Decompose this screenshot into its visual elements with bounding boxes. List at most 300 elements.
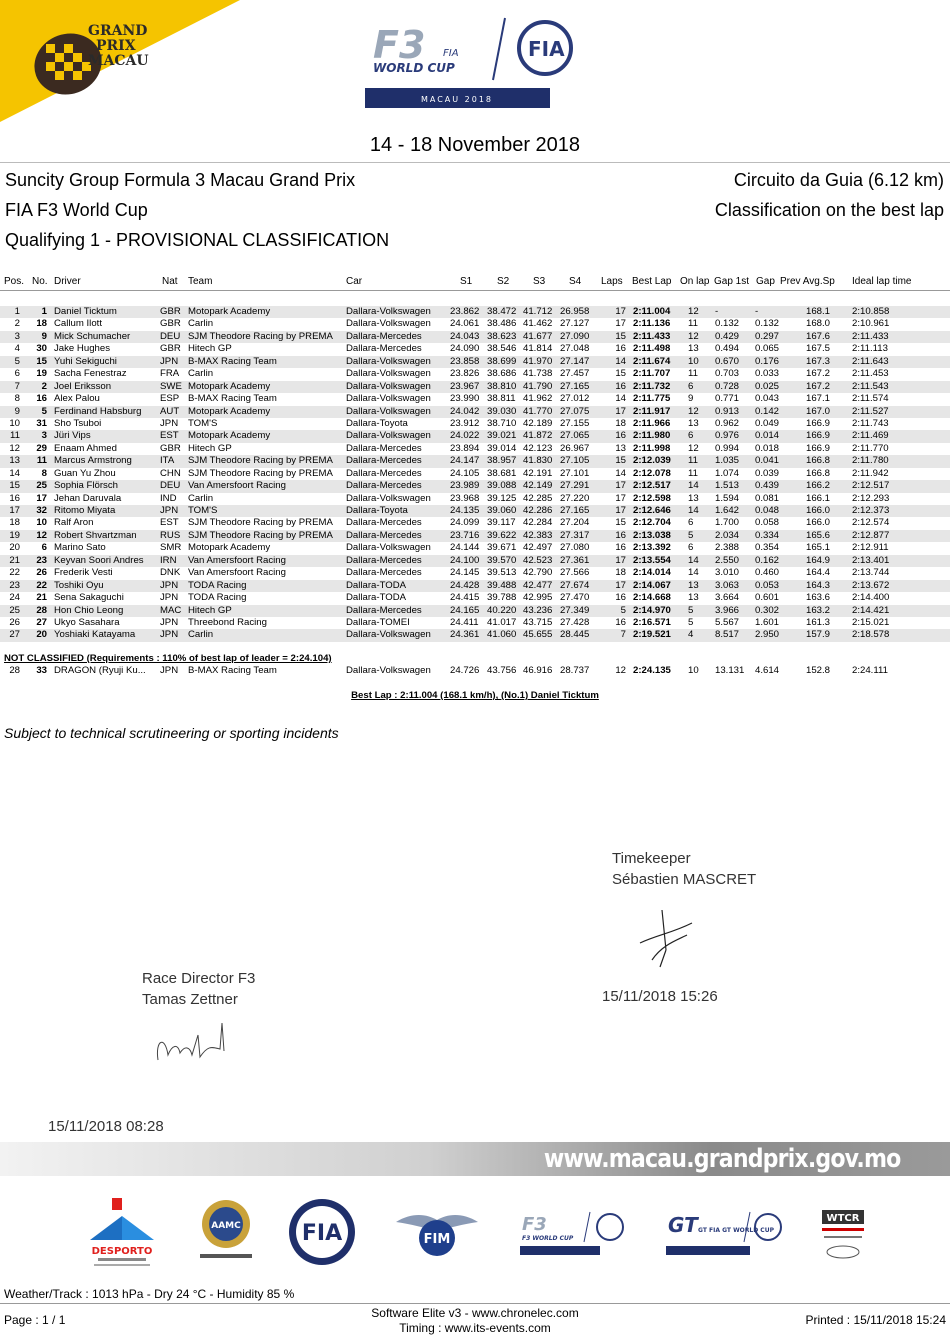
table-row [0, 480, 950, 492]
cell-pos: 4 [14, 343, 20, 355]
timekeeper-role: Timekeeper [612, 850, 691, 867]
cell-gap: 0.334 [755, 529, 780, 541]
cell-gap: 0.049 [755, 417, 780, 429]
cell-driver: Marcus Armstrong [54, 455, 132, 467]
cell-avg-speed: 164.9 [806, 554, 831, 566]
svg-text:DESPORTO: DESPORTO [91, 1246, 153, 1257]
cell-best-lap: 2:19.521 [633, 629, 671, 641]
race-director-block [142, 968, 255, 1010]
cell-best-lap: 2:11.004 [633, 306, 671, 317]
cell-team: Motopark Academy [188, 380, 271, 392]
cell-no: 30 [36, 343, 47, 355]
cell-s4: 27.165 [560, 505, 590, 516]
cell-car: Dallara-Volkswagen [346, 306, 431, 317]
cell-gap: 0.058 [755, 517, 780, 529]
cell-best-lap: 2:11.917 [633, 405, 671, 417]
cell-team: Van Amersfoort Racing [188, 554, 286, 566]
cell-ideal-lap: 2:24.111 [852, 665, 888, 676]
cell-no: 20 [36, 629, 47, 641]
cell-driver: Guan Yu Zhou [54, 467, 116, 479]
cell-avg-speed: 166.8 [806, 467, 831, 479]
desporto-logo [82, 1194, 162, 1274]
cell-s1: 23.990 [450, 393, 480, 405]
cell-best-lap: 2:11.707 [633, 368, 671, 380]
results-table [0, 306, 950, 642]
fia-gt-world-cup-logo [664, 1210, 786, 1256]
cell-on-lap: 5 [688, 616, 694, 628]
cell-team: Motopark Academy [188, 306, 271, 317]
cell-avg-speed: 166.1 [806, 492, 831, 504]
cell-laps: 16 [615, 616, 626, 628]
cell-gap-1st: 5.567 [715, 616, 740, 628]
cell-s2: 39.513 [487, 567, 517, 579]
cell-gap: 0.439 [755, 480, 780, 492]
cell-driver: Enaam Ahmed [54, 442, 117, 454]
cell-gap: 4.614 [755, 665, 780, 676]
cell-s3: 41.712 [523, 306, 553, 317]
cell-pos: 23 [9, 579, 20, 591]
page-number: Page : 1 / 1 [4, 1313, 66, 1327]
cell-driver: Frederik Vesti [54, 567, 113, 579]
cell-gap-1st: 1.594 [715, 492, 740, 504]
cell-avg-speed: 167.6 [806, 330, 831, 342]
cell-on-lap: 6 [688, 542, 694, 554]
cell-s4: 28.445 [560, 629, 590, 641]
cell-nat: DEU [160, 480, 181, 492]
cell-s4: 27.090 [560, 330, 590, 342]
cell-ideal-lap: 2:10.961 [852, 318, 890, 330]
col-pos: Pos. [4, 276, 25, 287]
table-row [0, 318, 950, 330]
cell-s3: 42.497 [523, 542, 553, 554]
cell-s2: 38.957 [487, 455, 517, 467]
cell-best-lap: 2:11.433 [633, 330, 671, 342]
cell-gap: 0.601 [755, 592, 780, 604]
cell-s3: 43.715 [523, 616, 553, 628]
aamc-logo [186, 1198, 266, 1268]
cell-no: 21 [36, 592, 47, 604]
cell-gap-1st: 0.962 [715, 417, 740, 429]
cell-avg-speed: 164.3 [806, 579, 831, 591]
cell-s3: 42.284 [523, 517, 553, 529]
cell-best-lap: 2:13.038 [633, 529, 671, 541]
cell-s1: 24.415 [450, 592, 480, 604]
cell-s2: 39.088 [487, 480, 517, 492]
cell-gap: - [755, 306, 759, 317]
cell-ideal-lap: 2:11.780 [852, 455, 889, 467]
cell-nat: AUT [160, 405, 180, 417]
cell-team: Carlin [188, 629, 214, 641]
cell-on-lap: 12 [688, 405, 699, 417]
cell-laps: 18 [615, 567, 626, 579]
cell-gap-1st: 2.388 [715, 542, 740, 554]
cell-on-lap: 11 [688, 318, 698, 330]
not-classified-heading: NOT CLASSIFIED (Requirements : 110% of best lap of leader = 2:24.104) [4, 653, 332, 664]
cell-best-lap: 2:11.136 [633, 318, 671, 330]
col-avg-speed: Prev Avg.Sp [780, 276, 835, 287]
cell-car: Dallara-Mercedes [346, 529, 422, 541]
col-s4: S4 [569, 276, 582, 287]
cell-ideal-lap: 2:10.858 [852, 306, 890, 317]
cell-s1: 24.726 [450, 665, 480, 676]
cell-no: 15 [36, 355, 47, 367]
svg-text:AAMC: AAMC [211, 1221, 241, 1231]
cell-gap-1st: 0.771 [715, 393, 740, 405]
cell-laps: 17 [615, 306, 626, 317]
table-row [0, 356, 950, 368]
cell-best-lap: 2:12.598 [633, 492, 671, 504]
cell-laps: 17 [615, 480, 626, 492]
cell-team: SJM Theodore Racing by PREMA [188, 455, 333, 467]
cell-no: 28 [36, 604, 47, 616]
cell-laps: 17 [615, 505, 626, 516]
circuit-title: Circuito da Guia (6.12 km) [733, 170, 944, 190]
cell-best-lap: 2:12.078 [633, 467, 671, 479]
fia-logo [286, 1196, 358, 1268]
cell-gap: 0.014 [755, 430, 780, 442]
cell-no: 11 [36, 455, 47, 467]
cell-on-lap: 13 [688, 492, 699, 504]
cell-laps: 16 [615, 430, 626, 442]
cell-avg-speed: 166.0 [806, 517, 831, 529]
table-row [0, 617, 950, 629]
table-row [0, 455, 950, 467]
table-row [0, 406, 950, 418]
cell-gap-1st: 1.035 [715, 455, 740, 467]
cell-best-lap: 2:14.014 [633, 567, 671, 579]
cell-on-lap: 14 [688, 480, 699, 492]
cell-best-lap: 2:12.646 [633, 505, 671, 516]
cell-s4: 27.147 [560, 355, 590, 367]
cell-gap: 1.601 [755, 616, 780, 628]
cell-ideal-lap: 2:13.744 [852, 567, 890, 579]
cell-ideal-lap: 2:11.770 [852, 442, 889, 454]
event-date-range: 14 - 18 November 2018 [369, 134, 581, 156]
cell-s2: 40.220 [487, 604, 517, 616]
cell-gap: 0.065 [755, 343, 780, 355]
cell-nat: CHN [160, 467, 181, 479]
cell-avg-speed: 167.3 [806, 355, 831, 367]
cell-avg-speed: 163.6 [806, 592, 831, 604]
col-car: Car [346, 276, 363, 287]
col-no: No. [32, 276, 48, 287]
cell-s4: 27.220 [560, 492, 590, 504]
cell-on-lap: 13 [688, 579, 699, 591]
cell-team: Hitech GP [188, 604, 232, 616]
cell-s4: 27.165 [560, 380, 590, 392]
cell-gap: 0.081 [755, 492, 780, 504]
cell-s2: 41.017 [487, 616, 517, 628]
cell-gap-1st: 3.010 [715, 567, 740, 579]
wtcr-logo [816, 1206, 876, 1262]
cell-s2: 39.125 [487, 492, 517, 504]
cell-laps: 16 [615, 343, 626, 355]
col-s3: S3 [533, 276, 546, 287]
cell-no: 26 [36, 567, 47, 579]
cell-laps: 17 [615, 492, 626, 504]
table-row [0, 605, 950, 617]
cell-s2: 39.060 [487, 505, 517, 516]
cell-no: 8 [41, 467, 47, 479]
cell-driver: Sacha Fenestraz [54, 368, 127, 380]
cell-on-lap: 11 [688, 467, 698, 479]
cell-laps: 17 [615, 405, 626, 417]
cell-gap: 0.132 [755, 318, 780, 330]
cell-best-lap: 2:11.775 [633, 393, 671, 405]
race-director-datetime: 15/11/2018 08:28 [48, 1118, 164, 1135]
cell-team: Motopark Academy [188, 542, 271, 554]
cell-laps: 15 [615, 330, 626, 342]
cell-s3: 41.814 [523, 343, 553, 355]
cell-team: Motopark Academy [188, 405, 271, 417]
cell-gap-1st: 3.966 [715, 604, 740, 616]
cell-avg-speed: 167.2 [806, 368, 831, 380]
cell-driver: Sho Tsuboi [54, 417, 102, 429]
cell-avg-speed: 164.4 [806, 567, 831, 579]
cell-s1: 24.165 [450, 604, 480, 616]
cell-team: SJM Theodore Racing by PREMA [188, 330, 333, 342]
cell-best-lap: 2:11.980 [633, 430, 671, 442]
cell-ideal-lap: 2:18.578 [852, 629, 890, 641]
cell-no: 6 [41, 542, 47, 554]
cell-avg-speed: 166.0 [806, 505, 831, 516]
cell-nat: JPN [160, 579, 179, 591]
cell-car: Dallara-Volkswagen [346, 629, 431, 641]
cell-on-lap: 4 [688, 629, 694, 641]
svg-text:FIM: FIM [423, 1232, 451, 1247]
cell-car: Dallara-Mercedes [346, 343, 422, 355]
cell-no: 10 [36, 517, 47, 529]
cell-gap: 0.025 [755, 380, 780, 392]
not-classified-row-container [0, 665, 950, 677]
cell-no: 12 [36, 529, 47, 541]
timing-credit: Timing : www.its-events.com [399, 1321, 551, 1335]
cell-s2: 38.546 [487, 343, 517, 355]
race-director-name: Tamas Zettner [142, 991, 238, 1008]
cell-ideal-lap: 2:11.469 [852, 430, 889, 442]
cell-best-lap: 2:14.067 [633, 579, 671, 591]
cell-best-lap: 2:11.998 [633, 442, 671, 454]
cell-avg-speed: 166.9 [806, 417, 831, 429]
cell-car: Dallara-Volkswagen [346, 405, 431, 417]
cell-pos: 24 [9, 592, 20, 604]
cell-s3: 42.189 [523, 417, 553, 429]
cell-pos: 19 [9, 529, 20, 541]
svg-text:FIA: FIA [528, 37, 565, 61]
cell-avg-speed: 168.1 [806, 306, 831, 317]
cell-s2: 38.811 [487, 393, 516, 405]
cell-s1: 24.145 [450, 567, 480, 579]
footer-divider [0, 1303, 950, 1304]
cell-s1: 24.411 [450, 616, 479, 628]
cell-s2: 39.117 [487, 517, 516, 529]
cell-pos: 8 [14, 393, 20, 405]
col-s1: S1 [460, 276, 473, 287]
cell-nat: GBR [160, 306, 181, 317]
cell-nat: JPN [160, 616, 179, 628]
cell-s4: 27.470 [560, 592, 590, 604]
cell-s1: 24.043 [450, 330, 480, 342]
cell-no: 17 [36, 492, 47, 504]
cell-avg-speed: 166.9 [806, 442, 831, 454]
cell-driver: Ukyo Sasahara [54, 616, 120, 628]
cell-s1: 24.100 [450, 554, 480, 566]
cell-driver: Callum Ilott [54, 318, 102, 330]
cell-s4: 27.080 [560, 542, 590, 554]
cell-avg-speed: 152.8 [806, 665, 831, 676]
cell-s4: 27.065 [560, 430, 590, 442]
cell-driver: DRAGON (Ryuji Ku... [54, 665, 146, 676]
cell-pos: 26 [9, 616, 20, 628]
cell-on-lap: 10 [688, 355, 699, 367]
cell-pos: 5 [14, 355, 20, 367]
cell-laps: 17 [615, 579, 626, 591]
cell-s4: 27.101 [560, 467, 590, 479]
col-laps: Laps [601, 276, 623, 287]
cell-s2: 39.030 [487, 405, 517, 417]
cell-team: TOM'S [188, 505, 218, 516]
cell-s2: 38.810 [487, 380, 517, 392]
cell-gap: 0.043 [755, 393, 780, 405]
race-director-signature [150, 1015, 240, 1070]
cell-ideal-lap: 2:13.672 [852, 579, 890, 591]
cell-s3: 45.655 [523, 629, 553, 641]
cell-s4: 27.127 [560, 318, 590, 330]
cell-car: Dallara-Volkswagen [346, 355, 431, 367]
cell-car: Dallara-Volkswagen [346, 542, 431, 554]
cell-gap-1st: 0.132 [715, 318, 740, 330]
cell-car: Dallara-Volkswagen [346, 318, 431, 330]
cell-gap-1st: 3.063 [715, 579, 740, 591]
cell-driver: Jehan Daruvala [54, 492, 122, 504]
cell-s3: 41.962 [523, 393, 553, 405]
cell-best-lap: 2:14.970 [633, 604, 671, 616]
cell-gap-1st: - [715, 306, 719, 317]
cell-car: Dallara-Mercedes [346, 467, 422, 479]
cell-avg-speed: 163.2 [806, 604, 831, 616]
col-on-lap: On lap [680, 276, 710, 287]
cell-s1: 23.716 [450, 529, 480, 541]
cell-s1: 23.862 [450, 306, 480, 317]
cell-s4: 26.958 [560, 306, 590, 317]
cell-driver: Sophia Flörsch [54, 480, 118, 492]
cell-best-lap: 2:16.571 [633, 616, 671, 628]
cell-s3: 42.477 [523, 579, 553, 591]
cell-gap: 0.018 [755, 442, 780, 454]
cell-pos: 6 [14, 368, 20, 380]
cell-gap-1st: 0.703 [715, 368, 740, 380]
table-row [0, 343, 950, 355]
cell-avg-speed: 166.8 [806, 455, 831, 467]
cell-laps: 18 [615, 417, 626, 429]
cell-avg-speed: 167.5 [806, 343, 831, 355]
svg-text:MACAU 2018: MACAU 2018 [420, 95, 494, 104]
cell-s3: 41.770 [523, 405, 553, 417]
cell-pos: 10 [9, 417, 20, 429]
cell-s4: 27.317 [560, 529, 590, 541]
cell-pos: 2 [14, 318, 20, 330]
table-row [0, 306, 950, 318]
cell-s3: 43.236 [523, 604, 553, 616]
url-banner [0, 1142, 950, 1176]
cell-ideal-lap: 2:11.942 [852, 467, 889, 479]
cell-team: TODA Racing [188, 592, 247, 604]
cell-s2: 39.788 [487, 592, 517, 604]
table-row [0, 443, 950, 455]
cell-gap: 0.176 [755, 355, 780, 367]
cell-avg-speed: 167.1 [806, 393, 831, 405]
cell-team: Hitech GP [188, 343, 232, 355]
cell-on-lap: 12 [688, 306, 699, 317]
cell-s2: 39.488 [487, 579, 517, 591]
cell-laps: 14 [615, 355, 626, 367]
col-gap-1st: Gap 1st [714, 276, 750, 287]
cell-s4: 27.566 [560, 567, 590, 579]
table-row [0, 393, 950, 405]
cell-gap-1st: 0.913 [715, 405, 740, 417]
cell-nat: FRA [160, 368, 180, 380]
table-row [0, 331, 950, 343]
cell-on-lap: 14 [688, 554, 699, 566]
cell-gap-1st: 1.700 [715, 517, 740, 529]
cell-best-lap: 2:14.668 [633, 592, 671, 604]
table-row [0, 542, 950, 554]
cell-s1: 24.099 [450, 517, 480, 529]
cell-avg-speed: 167.2 [806, 380, 831, 392]
cell-nat: JPN [160, 417, 179, 429]
cell-best-lap: 2:13.554 [633, 554, 671, 566]
cell-nat: GBR [160, 343, 181, 355]
cell-ideal-lap: 2:11.643 [852, 355, 889, 367]
cell-s1: 23.912 [450, 417, 480, 429]
cell-nat: JPN [160, 629, 179, 641]
cell-no: 5 [41, 405, 47, 417]
cell-ideal-lap: 2:11.433 [852, 330, 889, 342]
cell-pos: 11 [10, 430, 20, 442]
cell-nat: GBR [160, 318, 181, 330]
cell-gap: 0.162 [755, 554, 780, 566]
cell-ideal-lap: 2:15.021 [852, 616, 890, 628]
cell-driver: Joel Eriksson [54, 380, 112, 392]
cell-best-lap: 2:12.704 [633, 517, 671, 529]
cell-pos: 1 [14, 306, 20, 317]
macau-gp-logo-text: GRAND PRIX MACAU [88, 23, 149, 69]
cell-no: 1 [41, 306, 47, 317]
cell-laps: 16 [615, 529, 626, 541]
cell-s1: 24.090 [450, 343, 480, 355]
cell-s1: 24.361 [450, 629, 480, 641]
race-director-role: Race Director F3 [142, 970, 256, 987]
cell-laps: 7 [620, 629, 626, 641]
cell-gap: 0.041 [755, 455, 780, 467]
cell-s4: 27.075 [560, 405, 590, 417]
cell-no: 23 [36, 554, 47, 566]
cell-best-lap: 2:12.517 [633, 480, 671, 492]
cell-gap: 0.297 [755, 330, 780, 342]
cell-on-lap: 5 [688, 529, 694, 541]
col-driver: Driver [54, 276, 81, 287]
col-gap: Gap [756, 276, 775, 287]
cell-ideal-lap: 2:11.574 [852, 393, 889, 405]
cell-driver: Ralf Aron [54, 517, 94, 529]
cell-avg-speed: 161.3 [806, 616, 831, 628]
event-title: Suncity Group Formula 3 Macau Grand Prix [5, 170, 356, 190]
cell-car: Dallara-Volkswagen [346, 430, 431, 442]
cell-pos: 15 [9, 480, 20, 492]
cell-on-lap: 14 [688, 505, 699, 516]
cell-s1: 24.061 [450, 318, 480, 330]
cell-ideal-lap: 2:12.373 [852, 505, 890, 516]
